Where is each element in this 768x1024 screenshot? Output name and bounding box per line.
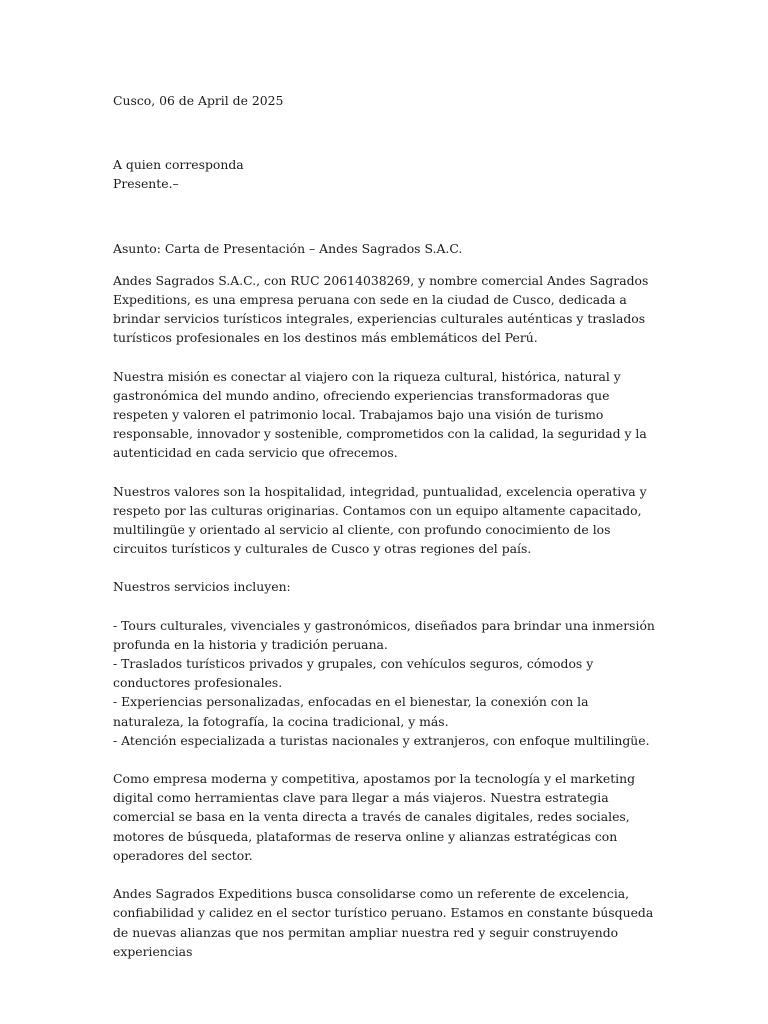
paragraph-mission: Nuestra misión es conectar al viajero con la riqueza cultural, histórica, natural y gastronómica del mundo andino, ofreciendo experiencias transformadoras que respeten y valoren el patrimonio local. Trabajamos bajo una visión de turismo responsable, innovador y sostenible, comprometidos con la calidad, la seguridad y la autenticidad en cada servicio que ofrecemos. (113, 368, 647, 461)
recipient-presente: Presente.– (113, 176, 179, 192)
service-item: - Tours culturales, vivenciales y gastronómicos, diseñados para brindar una inmersión profunda en la historia y tradición peruana. (113, 617, 655, 652)
recipient-block (113, 155, 658, 193)
service-item: - Atención especializada a turistas nacionales y extranjeros, con enfoque multilingüe. (113, 732, 650, 748)
services-list (113, 616, 658, 750)
paragraph-intro: Andes Sagrados S.A.C., con RUC 20614038269, y nombre comercial Andes Sagrados Expeditions, es una empresa peruana con sede en la ciudad de Cusco, dedicada a brindar servicios turísticos integrales, experiencias culturales auténticas y traslados turísticos profesionales en los destinos más emblemáticos del Perú. (113, 272, 649, 346)
recipient-line: A quien corresponda (113, 157, 244, 173)
letter-date: Cusco, 06 de April de 2025 (113, 93, 284, 108)
paragraph-strategy: Como empresa moderna y competitiva, apostamos por la tecnología y el marketing digital como herramientas clave para llegar a más viajeros. Nuestra estrategia comercial se basa en la venta directa a través de canales digitales, redes sociales, motores de búsqueda, plataformas de reserva online y alianzas estratégicas con operadores del sector. (113, 771, 636, 863)
letter-subject: Asunto: Carta de Presentación – Andes Sagrados S.A.C. (113, 240, 463, 256)
services-heading: Nuestros servicios incluyen: (113, 579, 291, 595)
paragraph-values: Nuestros valores son la hospitalidad, integridad, puntualidad, excelencia operativa y respeto por las culturas originarias. Contamos con un equipo altamente capacitado, multilingüe y orientado al servicio al cliente, con profundo conocimiento de los circuitos turísticos y culturales de Cusco y otras regiones del país. (113, 483, 647, 557)
service-item: - Traslados turísticos privados y grupales, con vehículos seguros, cómodos y conductores profesionales. (113, 656, 594, 691)
service-item: - Experiencias personalizadas, enfocadas en el bienestar, la conexión con la naturaleza, la fotografía, la cocina tradicional, y más. (113, 694, 589, 729)
paragraph-vision: Andes Sagrados Expeditions busca consolidarse como un referente de excelencia, confiabilidad y calidez en el sector turístico peruano. Estamos en constante búsqueda de nuevas alianzas que nos permitan ampliar nuestra red y seguir construyendo experiencias (113, 886, 654, 959)
letter-body (113, 91, 658, 980)
